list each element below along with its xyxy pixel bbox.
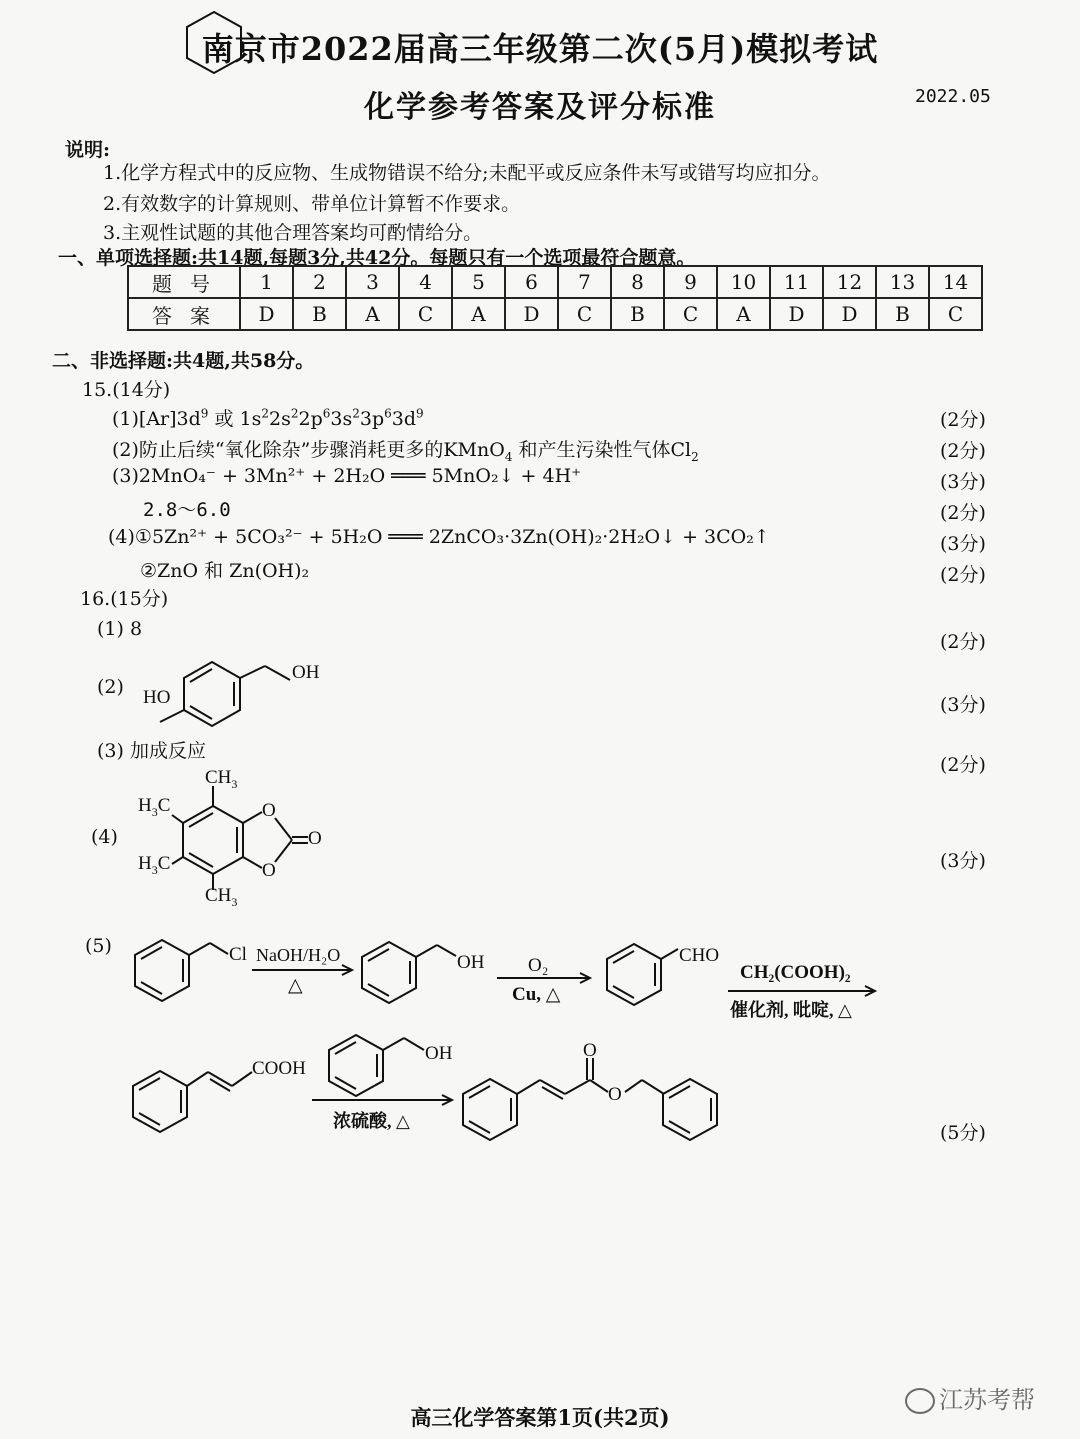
table-cell: 5 (452, 266, 505, 298)
reagent-o2: O₂ (528, 955, 549, 976)
q15-answer-4a: (4)①5Zn²⁺ + 5CO₃²⁻ + 5H₂O ═══ 2ZnCO₃·3Zn(OH)₂·2H₂O↓ + 3CO₂↑ (108, 526, 770, 548)
page-subtitle: 化学参考答案及评分标准 (364, 90, 716, 125)
note-item: 1.化学方程式中的反应物、生成物错误不给分;未配平或反应条件未写或错写均应扣分。 (103, 162, 831, 184)
q15-answer-4b: ②ZnO 和 Zn(OH)₂ (140, 560, 310, 582)
label-o-carbonyl: O (308, 828, 322, 849)
table-cell: 1 (240, 266, 293, 298)
table-cell: 4 (399, 266, 452, 298)
q15-answer-3b: 2.8～6.0 (143, 499, 231, 521)
label-ch3-bottom: $CH_3$ (205, 885, 238, 909)
label-o-ring-top: O (262, 800, 276, 821)
table-cell: A (452, 298, 505, 330)
score: (2分) (940, 409, 986, 431)
q16-answer-4: (4) (91, 826, 118, 848)
label-oh-3: OH (425, 1043, 453, 1064)
q16-answer-1: (1) 8 (97, 618, 143, 640)
section2-heading: 二、非选择题:共4题,共58分。 (52, 350, 315, 372)
reagent-h2so4: 浓硫酸, △ (333, 1111, 410, 1131)
table-cell: B (293, 298, 346, 330)
table-cell: C (399, 298, 452, 330)
q15-label: 15.(14分) (82, 379, 171, 401)
table-cell: 7 (558, 266, 611, 298)
table-cell: 9 (664, 266, 717, 298)
watermark: 江苏考帮 (905, 1380, 1035, 1415)
table-cell: C (929, 298, 982, 330)
q16-answer-5: (5) (85, 935, 112, 957)
table-cell: D (240, 298, 293, 330)
section1-heading: 一、单项选择题:共14题,每题3分,共42分。每题只有一个选项最符合题意。 (58, 247, 696, 269)
table-cell: C (664, 298, 717, 330)
label-cooh: COOH (252, 1058, 306, 1079)
label-o-ester-carbonyl: O (583, 1040, 597, 1061)
page-footer: 高三化学答案第1页(共2页) (410, 1405, 670, 1430)
table-cell: 13 (876, 266, 929, 298)
q16-label: 16.(15分) (80, 588, 169, 610)
label-h3c-upper: $H_3C$ (138, 795, 171, 819)
wechat-icon (905, 1388, 935, 1414)
label-h3c-lower: $H_3C$ (138, 853, 171, 877)
note-item: 2.有效数字的计算规则、带单位计算暂不作要求。 (103, 193, 521, 215)
label-oh: OH (292, 662, 320, 683)
reagent-naoh: NaOH/H₂O (256, 945, 341, 965)
reagent-malonic: CH₂(COOH)₂ (740, 962, 851, 983)
label-o-ring-bottom: O (262, 860, 276, 881)
table-cell: D (823, 298, 876, 330)
page-title: 南京市2022届高三年级第二次(5月)模拟考试 (201, 30, 879, 68)
table-cell: 3 (346, 266, 399, 298)
label-cl: Cl (229, 944, 247, 965)
table-cell: A (717, 298, 770, 330)
note-item: 3.主观性试题的其他合理答案均可酌情给分。 (103, 222, 483, 244)
q15-answer-3: (3)2MnO₄⁻ + 3Mn²⁺ + 2H₂O ═══ 5MnO₂↓ + 4H⁺ (112, 465, 582, 487)
exam-date: 2022.05 (915, 86, 991, 107)
table-cell: 8 (611, 266, 664, 298)
table-header: 答案 (128, 298, 240, 330)
label-oh-2: OH (457, 952, 485, 973)
q16-answer-2: (2) (97, 676, 124, 698)
reagent-cu: Cu, △ (512, 984, 561, 1005)
score: (3分) (940, 533, 986, 555)
score: (3分) (940, 850, 986, 872)
label-o-ester: O (608, 1084, 622, 1105)
table-cell: 6 (505, 266, 558, 298)
table-cell: 10 (717, 266, 770, 298)
reagent-delta: △ (288, 975, 303, 996)
table-cell: 2 (293, 266, 346, 298)
reagent-catalyst: 催化剂, 吡啶, △ (730, 1000, 852, 1020)
table-cell: B (611, 298, 664, 330)
table-cell: 12 (823, 266, 876, 298)
score: (3分) (940, 471, 986, 493)
table-header: 题号 (128, 266, 240, 298)
notes-heading: 说明: (65, 139, 111, 161)
q16-answer-3: (3) 加成反应 (97, 740, 206, 762)
label-ch3-top: $CH_3$ (205, 767, 238, 791)
score: (2分) (940, 631, 986, 653)
score: (2分) (940, 564, 986, 586)
label-cho: CHO (679, 945, 720, 966)
label-ho: HO (143, 687, 171, 708)
table-cell: 14 (929, 266, 982, 298)
table-cell: A (346, 298, 399, 330)
score: (2分) (940, 754, 986, 776)
table-cell: 11 (770, 266, 823, 298)
table-cell: C (558, 298, 611, 330)
score: (5分) (940, 1122, 986, 1144)
q15-answer-2: (2)防止后续“氧化除杂”步骤消耗更多的KMnO$_4$ 和产生污染性气体$Cl_2$ (112, 439, 699, 464)
table-cell: D (770, 298, 823, 330)
score: (3分) (940, 694, 986, 716)
score: (2分) (940, 502, 986, 524)
q15-answer-1: $(1)[Ar]3d^9$ 或 $1s^22s^22p^63s^23p^63d^9$ (112, 406, 424, 430)
table-cell: B (876, 298, 929, 330)
score: (2分) (940, 440, 986, 462)
table-cell: D (505, 298, 558, 330)
